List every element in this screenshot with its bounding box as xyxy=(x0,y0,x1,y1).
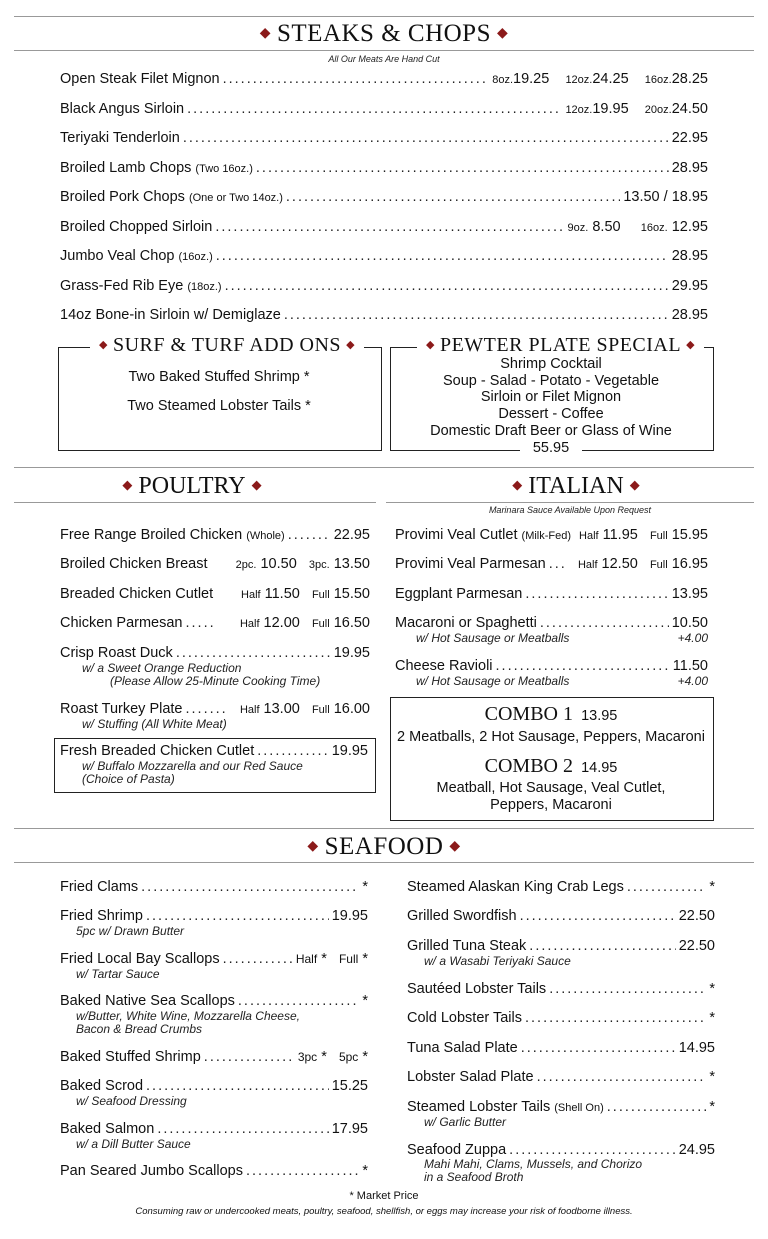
pewter-line: Sirloin or Filet Mignon xyxy=(480,389,622,405)
menu-item: Chicken Parmesan ..... Half 12.00 Full 16.50 xyxy=(60,615,370,631)
item-desc: w/Butter, White Wine, Mozzarella Cheese, xyxy=(76,1009,300,1023)
menu-item: Baked Salmon ..... 17.95 xyxy=(60,1121,368,1137)
menu-item: Cold Lobster Tails ..... * xyxy=(407,1010,715,1026)
poultry-rule xyxy=(14,502,376,503)
top-rule xyxy=(14,16,754,17)
menu-item: Fried Local Bay Scallops ..... Half * Full * xyxy=(60,951,368,967)
market-price-note: * Market Price xyxy=(349,1190,419,1202)
menu-item: Roast Turkey Plate ..... Half 13.00 Full 16.00 xyxy=(60,701,370,717)
item-desc: 5pc w/ Drawn Butter xyxy=(76,924,185,938)
menu-item: Steamed Alaskan King Crab Legs ..... * xyxy=(407,879,715,895)
steaks-subtitle: All Our Meats Are Hand Cut xyxy=(328,54,440,64)
pewter-price: 55.95 xyxy=(520,440,582,456)
menu-item: Steamed Lobster Tails (Shell On) ..... * xyxy=(407,1099,715,1115)
item-desc: w/ a Dill Butter Sauce xyxy=(76,1137,191,1151)
menu-item: Eggplant Parmesan ..... 13.95 xyxy=(395,586,708,602)
item-desc: w/ Hot Sausage or Meatballs xyxy=(416,674,570,688)
seafood-title: ◆ SEAFOOD ◆ xyxy=(307,833,461,860)
menu-item: Grilled Swordfish ..... 22.50 xyxy=(407,908,715,924)
menu-item: Broiled Chopped Sirloin ..... 9oz. 8.50 16oz. 12.95 xyxy=(60,219,708,235)
item-desc: (Choice of Pasta) xyxy=(82,772,175,786)
menu-item: Tuna Salad Plate ..... 14.95 xyxy=(407,1040,715,1056)
pewter-title: ◆ PEWTER PLATE SPECIAL ◆ xyxy=(417,334,704,357)
menu-item: Jumbo Veal Chop (16oz.) ..... 28.95 xyxy=(60,248,708,264)
mid-rule xyxy=(14,467,754,468)
pewter-line: Domestic Draft Beer or Glass of Wine xyxy=(430,423,672,439)
pewter-line: Dessert - Coffee xyxy=(498,406,604,422)
italian-subtitle: Marinara Sauce Available Upon Request xyxy=(488,505,652,515)
menu-item: Provimi Veal Parmesan ..... Half 12.50 Full 16.95 xyxy=(395,556,708,572)
item-desc: in a Seafood Broth xyxy=(424,1170,524,1184)
item-desc: w/ Buffalo Mozzarella and our Red Sauce xyxy=(82,759,303,773)
item-desc: w/ Tartar Sauce xyxy=(76,967,160,981)
surf-turf-item: Two Steamed Lobster Tails * xyxy=(127,398,311,414)
item-desc: w/ Stuffing (All White Meat) xyxy=(82,717,227,731)
combo2-desc: Peppers, Macaroni xyxy=(490,797,612,813)
steaks-rule xyxy=(14,50,754,51)
item-addon-price: +4.00 xyxy=(677,631,708,645)
menu-item: Grilled Tuna Steak ..... 22.50 xyxy=(407,938,715,954)
menu-item: Macaroni or Spaghetti ..... 10.50 xyxy=(395,615,708,631)
item-desc: w/ Seafood Dressing xyxy=(76,1094,187,1108)
combo1-title: COMBO 1 13.95 xyxy=(484,703,618,725)
menu-item: Baked Native Sea Scallops ..... * xyxy=(60,993,368,1009)
seafood-rule xyxy=(14,862,754,863)
menu-item: Fried Shrimp ..... 19.95 xyxy=(60,908,368,924)
menu-item: Grass-Fed Rib Eye (18oz.) ..... 29.95 xyxy=(60,278,708,294)
surf-turf-item: Two Baked Stuffed Shrimp * xyxy=(128,369,310,385)
italian-title: ◆ ITALIAN ◆ xyxy=(512,473,640,499)
menu-item: Pan Seared Jumbo Scallops ..... * xyxy=(60,1163,368,1179)
menu-item: Free Range Broiled Chicken (Whole) ..... 22.95 xyxy=(60,527,370,543)
menu-item: Fried Clams ..... * xyxy=(60,879,368,895)
item-desc: w/ a Sweet Orange Reduction xyxy=(82,661,242,675)
menu-item: Teriyaki Tenderloin ..... 22.95 xyxy=(60,130,708,146)
combo2-desc: Meatball, Hot Sausage, Veal Cutlet, xyxy=(436,780,666,796)
menu-item: Broiled Pork Chops (One or Two 14oz.) ..... 13.50 / 18.95 xyxy=(60,189,708,205)
menu-item: Lobster Salad Plate ..... * xyxy=(407,1069,715,1085)
menu-item: Provimi Veal Cutlet (Milk-Fed) Half 11.95 Full 15.95 xyxy=(395,527,708,543)
menu-item: Baked Scrod ..... 15.25 xyxy=(60,1078,368,1094)
item-desc: Bacon & Bread Crumbs xyxy=(76,1022,203,1036)
item-desc: w/ Garlic Butter xyxy=(424,1115,507,1129)
menu-item: Sautéed Lobster Tails ..... * xyxy=(407,981,715,997)
pewter-line: Soup - Salad - Potato - Vegetable xyxy=(442,373,660,389)
menu-item: 14oz Bone-in Sirloin w/ Demiglaze ..... 28.95 xyxy=(60,307,708,323)
item-desc: w/ a Wasabi Teriyaki Sauce xyxy=(424,954,571,968)
menu-item: Broiled Lamb Chops (Two 16oz.) ..... 28.95 xyxy=(60,160,708,176)
italian-rule xyxy=(386,502,754,503)
menu-item: Broiled Chicken Breast 2pc. 10.50 3pc. 13.50 xyxy=(60,556,370,572)
combo2-title: COMBO 2 14.95 xyxy=(484,755,618,777)
surf-turf-title: ◆ SURF & TURF ADD ONS ◆ xyxy=(90,334,364,357)
item-desc: (Please Allow 25-Minute Cooking Time) xyxy=(110,674,321,688)
menu-item: Breaded Chicken Cutlet Half 11.50 Full 15.50 xyxy=(60,586,370,602)
seafood-top-rule xyxy=(14,828,754,829)
menu-item: Seafood Zuppa ..... 24.95 xyxy=(407,1142,715,1158)
combo1-desc: 2 Meatballs, 2 Hot Sausage, Peppers, Macaroni xyxy=(397,729,705,745)
poultry-title: ◆ POULTRY ◆ xyxy=(122,473,262,499)
menu-item: Baked Stuffed Shrimp ..... 3pc * 5pc * xyxy=(60,1049,368,1065)
pewter-line: Shrimp Cocktail xyxy=(500,356,602,372)
steaks-title-text: STEAKS & CHOPS xyxy=(277,20,491,47)
menu-item: Crisp Roast Duck ..... 19.95 xyxy=(60,645,370,661)
item-desc: Mahi Mahi, Clams, Mussels, and Chorizo xyxy=(424,1157,643,1171)
item-addon-price: +4.00 xyxy=(677,674,708,688)
menu-item: Open Steak Filet Mignon ..... 8oz.19.25 12oz.24.25 16oz.28.25 xyxy=(60,71,708,87)
food-safety-warning: Consuming raw or undercooked meats, poultry, seafood, shellfish, or eggs may increase your risk of foodborne illness. xyxy=(135,1206,633,1217)
menu-item: Black Angus Sirloin ..... 12oz.19.95 20oz.24.50 xyxy=(60,101,708,117)
menu-item: Fresh Breaded Chicken Cutlet ..... 19.95 xyxy=(60,743,368,759)
diamond-icon: ◆ xyxy=(497,26,509,41)
menu-item: Cheese Ravioli ..... 11.50 xyxy=(395,658,708,674)
diamond-icon: ◆ xyxy=(259,26,271,41)
item-desc: w/ Hot Sausage or Meatballs xyxy=(416,631,570,645)
steaks-title xyxy=(0,20,768,48)
